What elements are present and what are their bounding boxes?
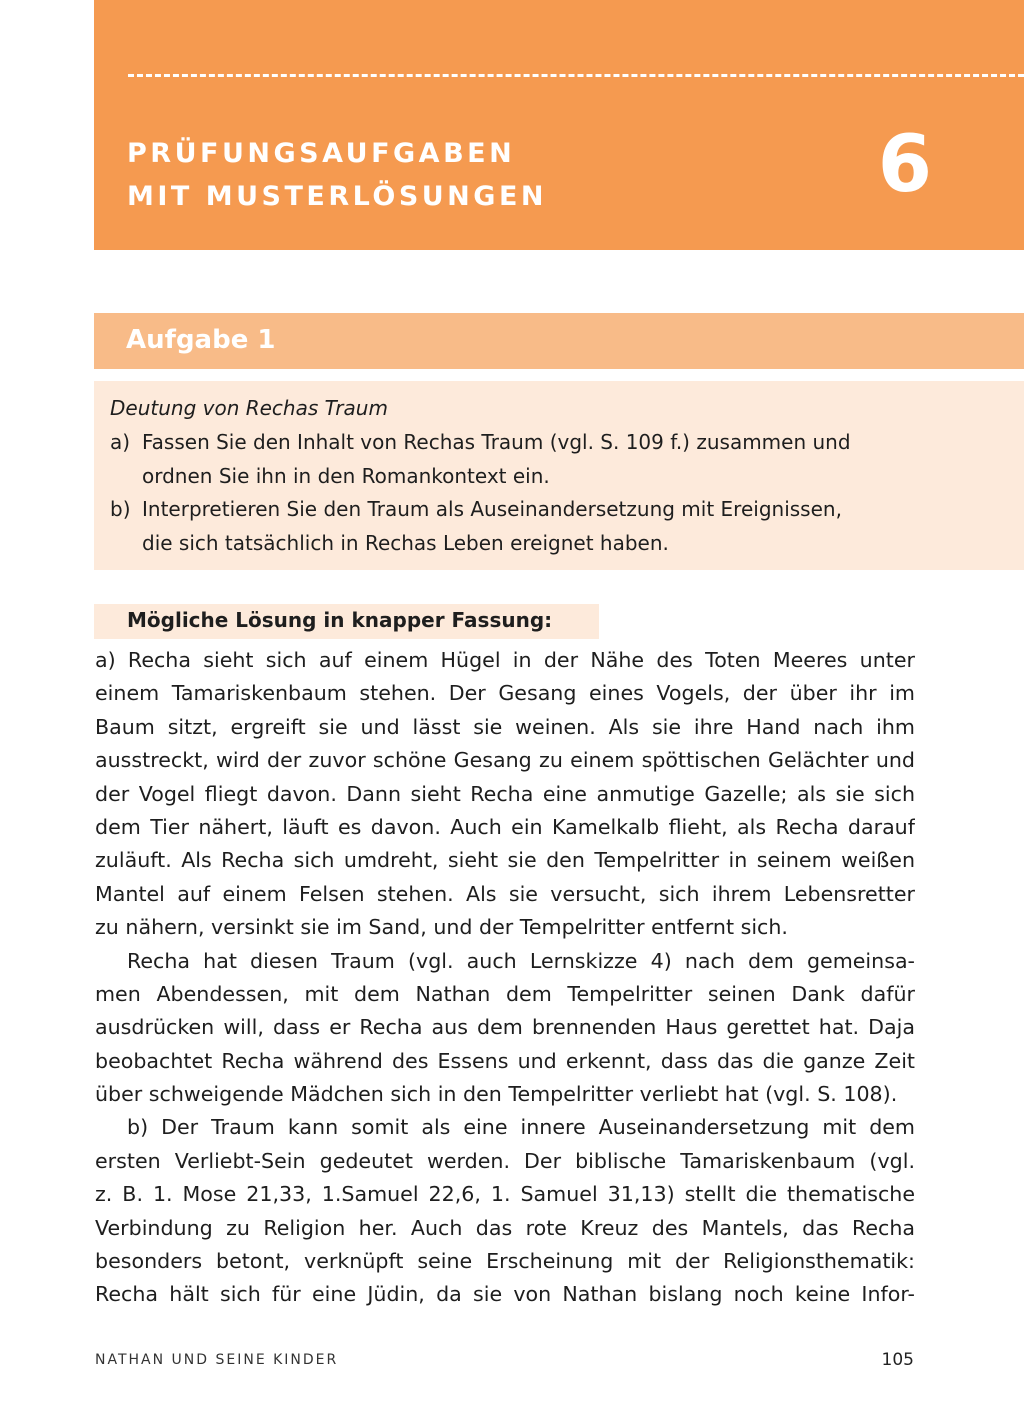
running-footer-title: NATHAN UND SEINE KINDER <box>95 1352 339 1368</box>
page-number: 105 <box>881 1350 914 1370</box>
task-item-line: Fassen Sie den Inhalt von Rechas Traum (vgl. S. 109 f.) zusammen und <box>142 430 851 454</box>
task-item-line: Interpretieren Sie den Traum als Auseinandersetzung mit Ereignissen, <box>142 497 842 521</box>
text-line: ausdrücken will, dass er Recha aus dem brennenden Haus gerettet hat. Daja <box>95 1015 915 1040</box>
task-heading: Aufgabe 1 <box>126 325 276 355</box>
chapter-title-line-2: MIT MUSTERLÖSUNGEN <box>127 181 547 212</box>
task-heading-bar <box>94 313 1024 369</box>
text-line: ausstreckt, wird der zuvor schöne Gesang zu einem spöttischen Gelächter und <box>95 748 915 773</box>
text-line: zu nähern, versinkt sie im Sand, und der Tempelritter entfernt sich. <box>95 915 788 940</box>
text-line: Recha hält sich für eine Jüdin, da sie von Nathan bislang noch keine Infor- <box>95 1282 915 1307</box>
task-box <box>94 381 1024 570</box>
chapter-number: 6 <box>877 120 932 210</box>
chapter-banner <box>94 0 1024 250</box>
text-line: z. B. 1. Mose 21,33, 1.Samuel 22,6, 1. Samuel 31,13) stellt die thematische <box>95 1182 915 1207</box>
text-line: dem Tier nähert, läuft es davon. Auch ein Kamelkalb flieht, als Recha darauf <box>95 814 915 839</box>
text-line: Recha hat diesen Traum (vgl. auch Lernskizze 4) nach dem gemeinsa- <box>127 948 915 973</box>
text-line: ersten Verliebt-Sein gedeutet werden. Der biblische Tamariskenbaum (vgl. <box>95 1148 915 1173</box>
solution-heading: Mögliche Lösung in knapper Fassung: <box>127 608 553 632</box>
text-line: b) Der Traum kann somit als eine innere Auseinandersetzung mit dem <box>127 1115 915 1140</box>
text-line: Verbindung zu Religion her. Auch das rote Kreuz des Mantels, das Recha <box>95 1215 915 1240</box>
task-item-marker: b) <box>110 497 131 521</box>
task-item-line: ordnen Sie ihn in den Romankontext ein. <box>142 464 550 488</box>
solution-text <box>95 644 915 1312</box>
task-subtitle: Deutung von Rechas Traum <box>110 396 388 420</box>
task-item-b <box>110 492 930 560</box>
text-line: zuläuft. Als Recha sich umdreht, sieht sie den Tempelritter in seinem weißen <box>95 848 915 873</box>
text-line: a) Recha sieht sich auf einem Hügel in der Nähe des Toten Meeres unter <box>95 648 915 672</box>
text-line: beobachtet Recha während des Essens und erkennt, dass das die ganze Zeit <box>95 1048 915 1073</box>
task-item-a <box>110 425 930 493</box>
text-line: besonders betont, verknüpft seine Erscheinung mit der Religionsthematik: <box>95 1249 915 1274</box>
chapter-title <box>127 132 547 218</box>
text-line: men Abendessen, mit dem Nathan dem Tempelritter seinen Dank dafür <box>95 981 915 1006</box>
chapter-title-line-1: PRÜFUNGSAUFGABEN <box>127 138 516 169</box>
solution-heading-bar <box>94 604 599 639</box>
task-item-marker: a) <box>110 430 131 454</box>
text-line: Baum sitzt, ergreift sie und lässt sie weinen. Als sie ihre Hand nach ihm <box>95 714 915 739</box>
dashed-divider <box>128 74 1024 77</box>
text-line: Mantel auf einem Felsen stehen. Als sie versucht, sich ihrem Lebensretter <box>95 881 915 906</box>
text-line: einem Tamariskenbaum stehen. Der Gesang eines Vogels, der über ihr im <box>95 681 915 706</box>
task-item-line: die sich tatsächlich in Rechas Leben ereignet haben. <box>142 531 669 555</box>
text-line: über schweigende Mädchen sich in den Tempelritter verliebt hat (vgl. S. 108). <box>95 1082 898 1107</box>
text-line: der Vogel fliegt davon. Dann sieht Recha eine anmutige Gazelle; als sie sich <box>95 781 915 806</box>
